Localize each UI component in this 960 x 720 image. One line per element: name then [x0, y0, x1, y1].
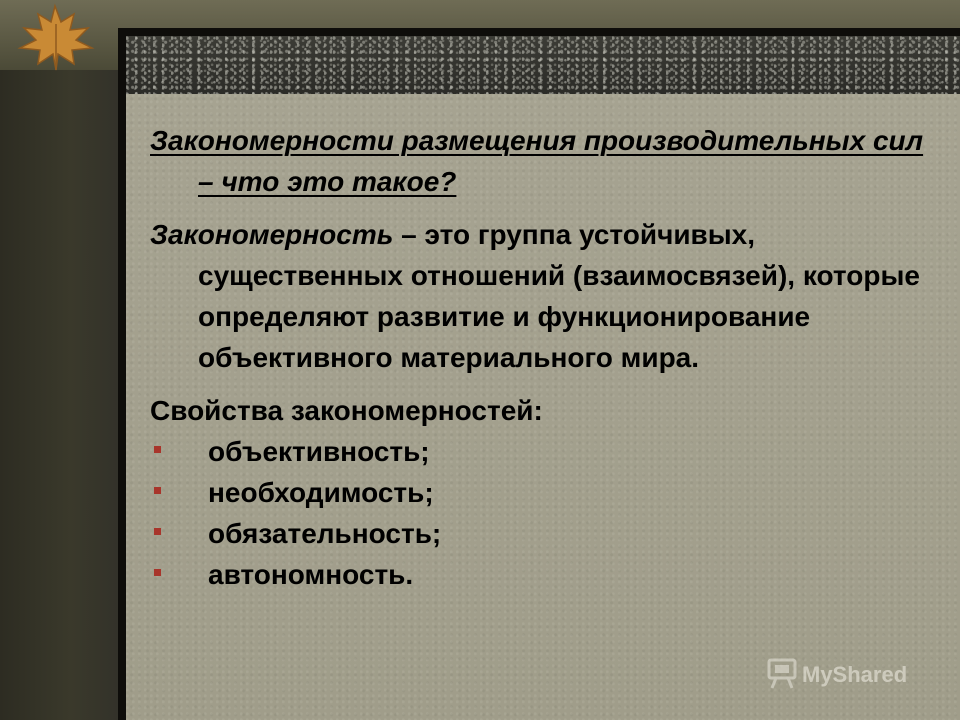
square-bullet-icon — [154, 569, 161, 576]
left-decorative-band — [0, 70, 118, 720]
marble-texture-strip — [126, 36, 960, 94]
list-item-text: автономность. — [208, 559, 414, 590]
slide-text-block — [150, 120, 930, 595]
list-item — [150, 431, 930, 472]
list-item — [150, 554, 930, 595]
square-bullet-icon — [154, 446, 161, 453]
definition-paragraph — [150, 214, 930, 378]
slide-heading: Закономерности размещения производительных сил – что это такое? — [150, 125, 924, 197]
square-bullet-icon — [154, 528, 161, 535]
maple-leaf-icon — [0, 0, 110, 72]
watermark-brand: MyShared — [802, 662, 908, 687]
definition-term: Закономерность — [150, 219, 394, 250]
definition-text: – это группа устойчивых, существенных отношений (взаимосвязей), которые определяют развитие и функционирование объективного материального мира. — [198, 219, 920, 373]
list-item-text: объективность; — [208, 436, 430, 467]
properties-list — [150, 431, 930, 595]
watermark — [766, 654, 926, 694]
presentation-board-icon — [766, 654, 926, 694]
list-item-text: обязательность; — [208, 518, 442, 549]
list-item-text: необходимость; — [208, 477, 434, 508]
properties-title: Свойства закономерностей: — [150, 395, 543, 426]
list-item — [150, 472, 930, 513]
square-bullet-icon — [154, 487, 161, 494]
list-item — [150, 513, 930, 554]
